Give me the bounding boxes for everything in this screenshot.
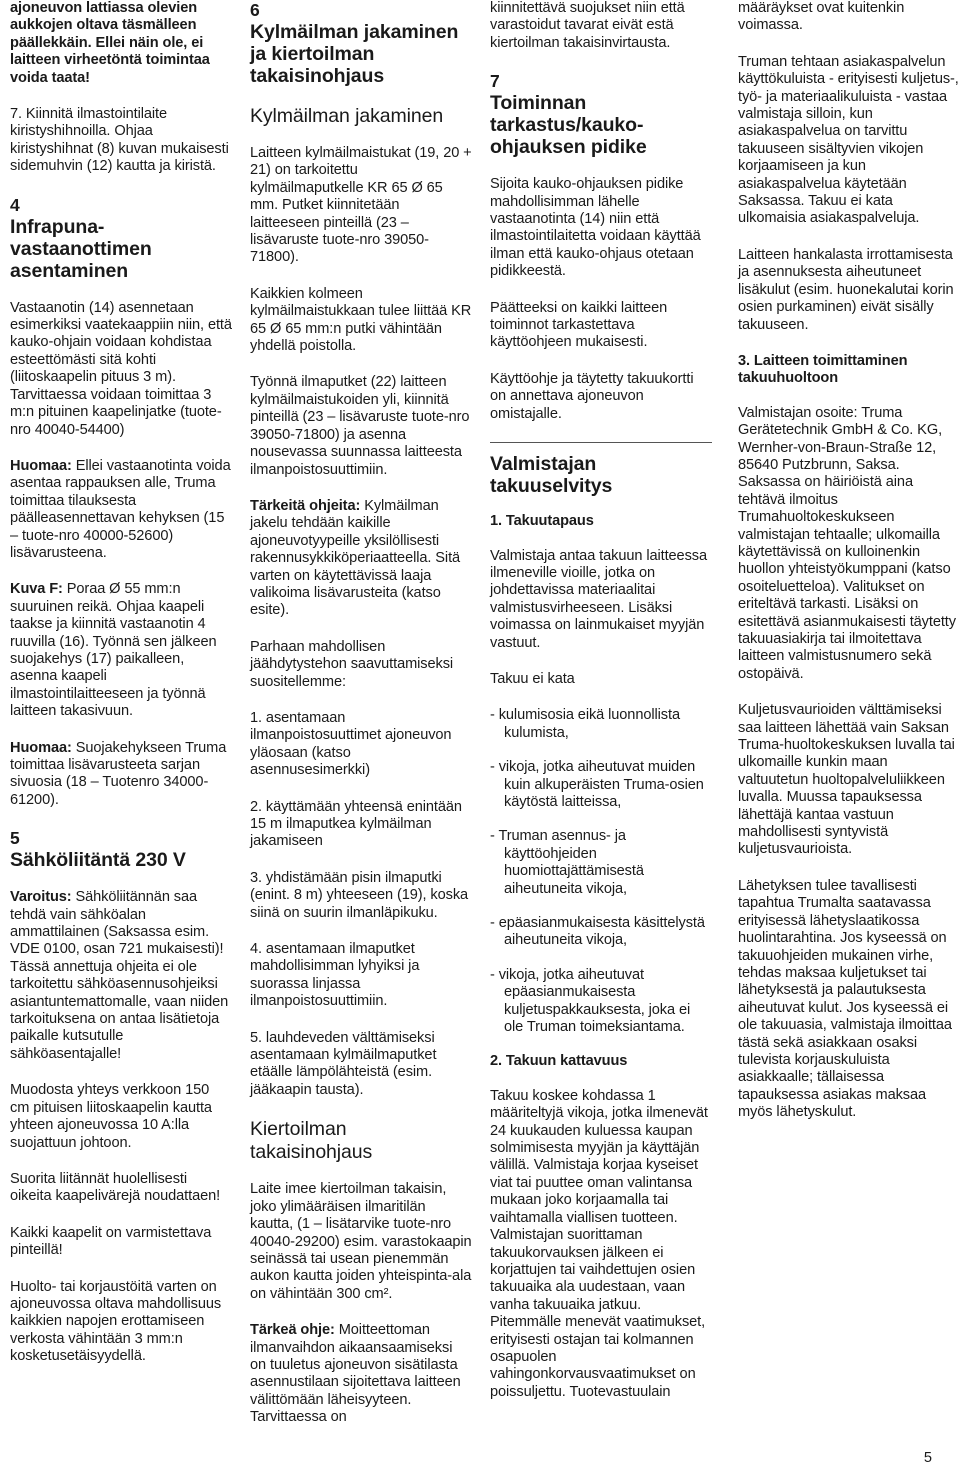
section-4-number: 4 (10, 194, 20, 215)
warranty-paragraph-1: Valmistaja antaa takuun laitteessa ilmeneville vioille, jotka on johdettavissa materiaalitai valmistusvirheeseen. Lisäksi voimassa on lainmukaiset myyjän vastuut. (490, 547, 707, 651)
section-7-title: Toiminnan tarkastus/kauko-ohjauksen pidike (490, 92, 647, 159)
section-5-paragraph-5: Huolto- tai korjaustöitä varten on ajoneuvossa oltava mahdollisuus kaikkien napojen erottamiseen verkosta vähintään 3 mm:n kosketusetäisyydellä. (10, 1278, 222, 1365)
warranty-paragraph-3: Takuu koskee kohdassa 1 määriteltyjä vikoja, jotka ilmenevät 24 kuukauden kuluessa kaupan solmimisesta myyjän ja käyttäjän välillä. Valmistaja korjaa kyseiset viat tai puuttee oman valintansa mukaan joko korjaamalla tai vaihtamalla viallisen tuotteen. Valmistajan suorittaman takuukorvauksen jälkeen ei korjattujen tai vaihdettujen osien takuuaika ala uudestaan, vaan vanha takuuaika jatkuu. Pitemmälle menevät vaatimukset, erityisesti ostajan tai kolmannen osapuolen vahingonkorvausvaatimukset on poissuljettu. Tuotevastuulain (490, 1087, 708, 1400)
exclusion-item-5: - vikoja, jotka aiheutuvat epäasianmukaisesta kuljetuspakkauksesta, joka ei ole Truman toimeksiantama. (490, 966, 691, 1036)
section-7-number: 7 (490, 71, 500, 92)
divider (490, 442, 712, 443)
important-text: Kylmäilman jakelu tehdään kaikille ajoneuvotyypeille yksilöllisesti rakennusykkiköperiaatteella. Sitä varten on käytettävissä laaja valikoima lisävarusteita (katso esite). (250, 497, 461, 619)
column-3 (490, 0, 712, 1401)
note-text: Ellei vastaanotinta voida asentaa rappauksen alle, Truma toimittaa tilauksesta päälleasennettavan kehyksen (15 – tuote-nro 40000-52600) lisävarusteena. (10, 457, 231, 561)
figure-label: Kuva F: (10, 581, 63, 598)
warranty-heading-2: 2. Takuun kattavuus (490, 1053, 628, 1070)
warning-text: Sähköliitännän saa tehdä vain sähköalan ammattilainen (Saksassa esim. VDE 0100, osan 721 mukaisesti)! Tässä annettuja ohjeita ei ole tarkoitettu sähköasennusohjeiksi asiantuntemattomalle, vaan niiden tarkoituksena on antaa lisätietoja paikalle kutsutulle sähköasentajalle! (10, 889, 229, 1062)
section-6-paragraph-1: Laitteen kylmäilmaistukat (19, 20 + 21) on tarkoitettu kylmäilmaputkelle KR 65 Ø 65 mm. Putket kiinnitetään laitteeseen pinteillä (23 – lisävaruste tuote-nro 39050-71800). (250, 145, 472, 266)
section-4-title: Infrapuna-vastaanottimen asentaminen (10, 215, 152, 282)
section-4-paragraph-1: Vastaanotin (14) asennetaan esimerkiksi vaatekaappiin niin, että kauko-ohjain voidaan kohdistaa esteettömästi sitä kohti (liitoskaapelin pituus 3 m). Tarvittaessa voidaan toimittaa 3 m:n pituinen kaapelinjatke (tuote-nro 40040-54400) (10, 299, 232, 438)
note-label: Huomaa: (10, 739, 72, 756)
note-text: Suojakehykseen Truma toimittaa lisävarusteeta sarjan sivuosia (18 – Tuotenro 34000-61200). (10, 739, 227, 808)
recommendation-item-3: 3. yhdistämään pisin ilmaputki (enint. 8 m) yhteeseen (19), koska siinä on suurin ilmanläpikuku. (250, 869, 469, 921)
section-7-paragraph-1: Sijoita kauko-ohjauksen pidike mahdollisimman lähelle vastaanotinta (14) niin että ilmastointilaitetta voidaan käyttää ilman että kauko-ohjaus otetaan pidikkeestä. (490, 176, 701, 280)
section-6-paragraph-2: Kaikkien kolmeen kylmäilmaistukkaan tulee liittää KR 65 Ø 65 mm:n putki vähintään yhdellä poistolla. (250, 285, 472, 355)
section-6-number: 6 (250, 0, 260, 20)
warranty-paragraph-5: Laitteen hankalasta irrottamisesta ja asennuksesta aiheutuneet lisäkulut (esim. huonekalutai korin osien purkaminen) eivät sisälly takuuseen. (738, 246, 954, 333)
warranty-title: Valmistajan takuuselvitys (490, 453, 613, 498)
continued-paragraph: kiinnitettävä suojukset niin että varastoidut tavarat eivät estä kiertoilman takaisinvirtausta. (490, 0, 685, 51)
important-label: Tärkeä ohje: (250, 1322, 335, 1339)
section-6-paragraph-6: Laite imee kiertoilman takaisin, joko ylimääräisen ilmaritilän kautta, (1 – lisätarvike tuote-nro 40040-29200) esim. varastokaapin seinässä tai usean pienemmän aukon kautta joiden yhteispinta-ala on vähintään 300 cm². (250, 1181, 472, 1302)
section-5-paragraph-4: Kaikki kaapelit on varmistettava pinteillä! (10, 1224, 212, 1259)
note-label: Huomaa: (10, 457, 72, 474)
intro-paragraph: ajoneuvon lattiassa olevien aukkojen oltava täsmälleen päällekkäin. Ellei näin ole, ei laitteen virheetöntä toimintaa voida taata! (10, 0, 210, 86)
warranty-paragraph-6: Valmistajan osoite: Truma Gerätetechnik GmbH & Co. KG, Wernher-von-Braun-Straße 12, 85640 Putzbrunn, Saksa. Saksassa on häiriöistä aina tehtävä ilmoitus Trumahuoltokeskukseen valmistajan tehtaalle; ulkomailla käytettävissä on kulloinenkin huollon yhteistyökumppani (katso osoiteluetteloa). Valitukset on eriteltävä tarkasti. Lisäksi on esitettävä asianmukaisesti täytetty takuuasiakirja tai ilmoitettava laitteen valmistusnumero sekä ostopäivä. (738, 404, 956, 682)
section-4-paragraph-4 (10, 740, 232, 810)
section-4-paragraph-2 (10, 458, 232, 562)
column-4 (738, 0, 960, 1141)
section-6-paragraph-5: Parhaan mahdollisen jäähdytystehon saavuttamiseksi suositellemme: (250, 638, 454, 690)
section-5-number: 5 (10, 828, 20, 849)
section-5-title: Sähköliitäntä 230 V (10, 849, 186, 872)
section-7-paragraph-2: Päätteeksi on kaikki laitteen toiminnot tarkastettava käyttöohjeen mukaisesti. (490, 299, 668, 351)
warranty-paragraph-8: Lähetyksen tulee tavallisesti tapahtua Trumalta saatavassa erityisessä lähetyslaatikossa huolintarahtina. Jos kyseessä on takuuohjeiden mukainen virhe, tehdas maksaa kuljetukset tai lähetyksestä ja palautuksesta aiheutuvat kulut. Jos kyseessä ei ole takuuasia, valmistaja ilmoittaa tästä sekä asiakkaan osaksi tulevista korjauskuluista asiakkaalle; tällaisessa tapauksessa asiakas maksaa myös lähetyskulut. (738, 877, 952, 1121)
section-7-paragraph-3: Käyttöohje ja täytetty takuukortti on annettava ajoneuvon omistajalle. (490, 370, 694, 422)
recommendation-item-2: 2. käyttämään yhteensä enintään 15 m ilmaputkea kylmäilman jakamiseen (250, 798, 462, 850)
section-5-paragraph-1 (10, 889, 232, 1063)
column-1 (10, 0, 232, 1385)
exclusion-item-4: - epäasianmukaisesta käsittelystä aiheutuneita vikoja, (490, 915, 705, 949)
subsection-cold-air-title: Kylmäilman jakaminen (250, 105, 444, 127)
important-label: Tärkeitä ohjeita: (250, 497, 361, 514)
section-5-paragraph-2: Muodosta yhteys verkkoon 150 cm pituisen liitoskaapelin kautta yhteen ajoneuvossa 10 A:lla suojattuun johtoon. (10, 1082, 212, 1151)
warranty-paragraph-2: Takuu ei kata (490, 670, 575, 687)
recommendation-item-4: 4. asentamaan ilmaputket mahdollisimman lyhyiksi ja suorassa linjassa ilmanpoistosuuttimiin. (250, 941, 420, 1010)
section-6-title: Kylmäilman jakaminen ja kiertoilman takaisinohjaus (250, 21, 459, 87)
continued-paragraph: määräykset ovat kuitenkin voimassa. (738, 0, 905, 34)
important-text: Moitteettoman ilmanvaihdon aikaansaamiseksi on tuuletus ajoneuvon sisätilasta asennustilaan sijoitettava laitteen välittömään läheisyyteen. Tarvittaessa on (250, 1322, 461, 1426)
section-4-paragraph-3 (10, 581, 232, 720)
warranty-heading-3: 3. Laitteen toimittaminen takuuhuoltoon (738, 352, 908, 387)
warranty-paragraph-7: Kuljetusvaurioiden välttämiseksi saa laitteen lähettää vain Saksan Truma-huoltokeskuksen luvalla tai ulkomaille kunkin maan valtuutetun huoltopalveluliikkeen luvalla. Muussa tapauksessa lähettäjä kantaa vastuun mahdollisesti syntyvistä kuljetusvaurioista. (738, 702, 955, 858)
section-6-paragraph-4 (250, 498, 472, 620)
warranty-paragraph-4: Truman tehtaan asiakaspalvelun käyttökuluista - erityisesti kuljetus-, työ- ja materiaalikuluista - vastaa valmistaja silloin, kun asiakaspalvelua on tarvittu takuuseen sisältyvien vikojen korjaamiseen ja kun asiakaspalvelua käytetään Saksassa. Takuu ei kata ulkomaisia asiakaspalveluja. (738, 53, 959, 227)
section-6-paragraph-7 (250, 1322, 472, 1426)
figure-text: Poraa Ø 55 mm:n suuruinen reikä. Ohjaa kaapeli taakse ja kiinnitä vastaanotin 4 ruuvilla (16). Työnnä sen jälkeen suojakehys (17) paikalleen, asenna kaapeli ilmastointilaitteeseen ja työnnä laitteen takasivuun. (10, 581, 217, 720)
warranty-heading-1: 1. Takuutapaus (490, 513, 594, 530)
section-5-paragraph-3: Suorita liitännät huolellisesti oikeita kaapelivärejä noudattaen! (10, 1170, 221, 1205)
page-number: 5 (923, 1450, 932, 1466)
recommendation-item-1: 1. asentamaan ilmanpoistosuuttimet ajoneuvon yläosaan (katso asennusesimerkki) (250, 709, 452, 779)
section-6-paragraph-3: Työnnä ilmaputket (22) laitteen kylmäilmaistukoiden yli, kiinnitä pinteillä (23 – lisävaruste tuote-nro 39050-71800) ja asenna nousevassa suunnassa laitteesta ilmanpoistosuuttimiin. (250, 374, 470, 478)
exclusion-item-2: - vikoja, jotka aiheutuvat muiden kuin alkuperäisten Truma-osien käytöstä laitteissa, (490, 759, 704, 810)
recommendation-item-5: 5. lauhdeveden välttämiseksi asentamaan kylmäilmaputket etäälle lämpölähteistä (esim. jääkaapin tausta). (250, 1029, 437, 1098)
exclusion-item-1: - kulumisosia eikä luonnollista kulumista, (490, 707, 680, 741)
subsection-return-air-title: Kiertoilman takaisinohjaus (250, 1118, 373, 1164)
column-2 (250, 0, 472, 1427)
exclusion-item-3: - Truman asennus- ja käyttöohjeiden huomiottajättämisestä aiheutuneita vikoja, (490, 828, 644, 897)
step-7-paragraph: 7. Kiinnitä ilmastointilaite kiristyshihnoilla. Ohjaa kiristyshihnat (8) kuvan mukaisesti sidemuhvin (12) kautta ja kiristä. (10, 106, 229, 175)
warning-label: Varoitus: (10, 889, 72, 906)
